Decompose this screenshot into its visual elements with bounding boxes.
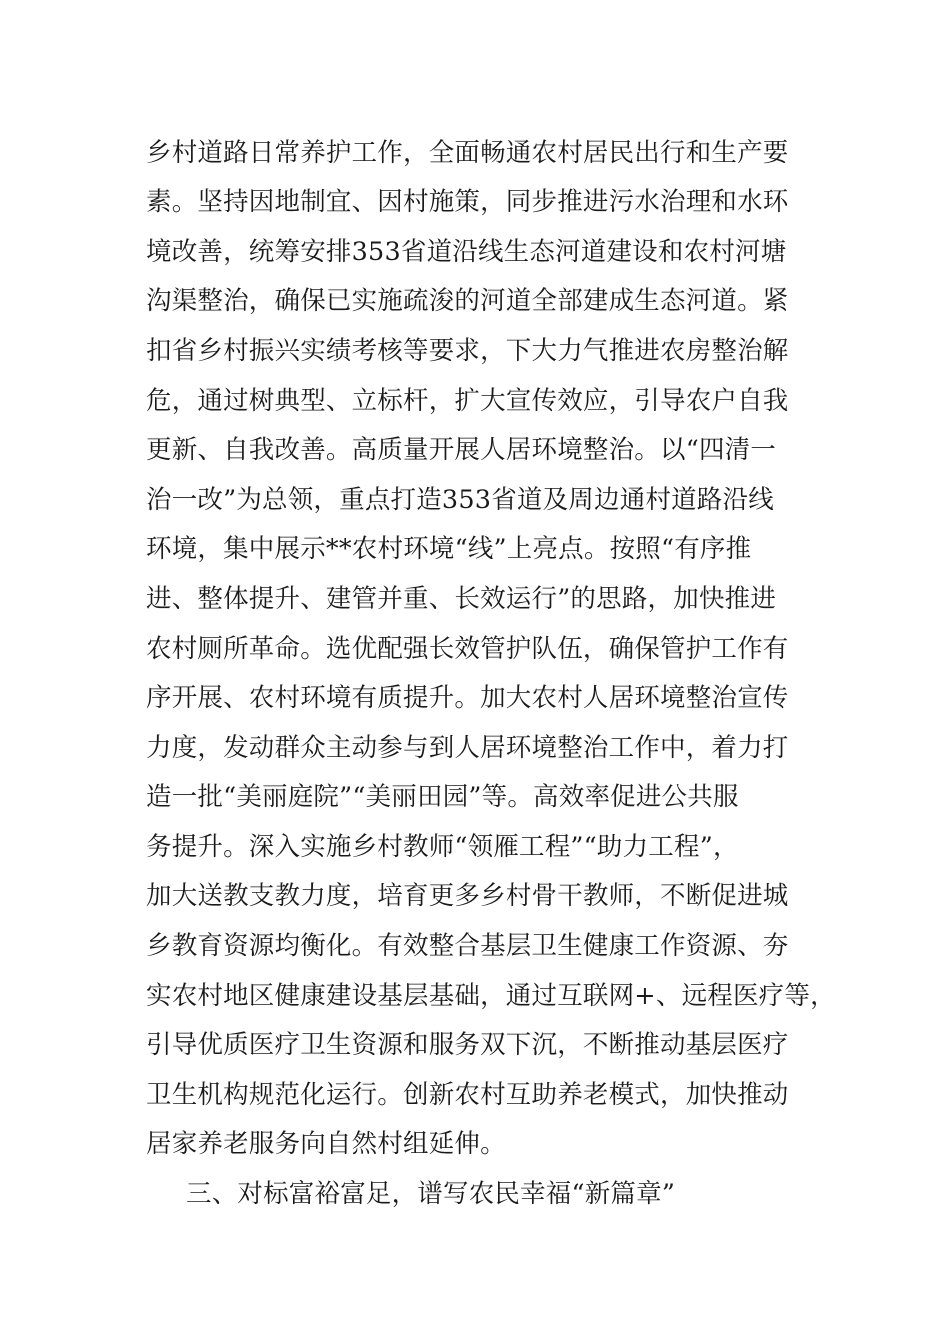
paragraph-line: 实农村地区健康建设基层基础，通过互联网+、远程医疗等， <box>146 981 836 1011</box>
paragraph-line: 进、整体提升、建管并重、长效运行”的思路，加快推进 <box>146 584 777 614</box>
paragraph-line: 乡村道路日常养护工作，全面畅通农村居民出行和生产要 <box>146 138 789 168</box>
paragraph-line: 境改善，统筹安排353省道沿线生态河道建设和农村河塘 <box>146 237 787 267</box>
section-heading: 三、对标富裕富足，谱写农民幸福“新篇章” <box>186 1179 676 1209</box>
paragraph-line: 更新、自我改善。高质量开展人居环境整治。以“四清一 <box>146 435 777 465</box>
paragraph-line: 沟渠整治，确保已实施疏浚的河道全部建成生态河道。紧 <box>146 286 789 316</box>
paragraph-line: 加大送教支教力度，培育更多乡村骨干教师，不断促进城 <box>146 881 789 911</box>
paragraph-line: 卫生机构规范化运行。创新农村互助养老模式，加快推动 <box>146 1080 789 1110</box>
paragraph-line: 引导优质医疗卫生资源和服务双下沉，不断推动基层医疗 <box>146 1030 789 1060</box>
paragraph-line: 力度，发动群众主动参与到人居环境整治工作中，着力打 <box>146 733 789 763</box>
paragraph-line: 素。坚持因地制宜、因村施策，同步推进污水治理和水环 <box>146 187 789 217</box>
paragraph-line: 居家养老服务向自然村组延伸。 <box>146 1129 506 1159</box>
paragraph-line: 乡教育资源均衡化。有效整合基层卫生健康工作资源、夯 <box>146 931 789 961</box>
paragraph-line: 扣省乡村振兴实绩考核等要求，下大力气推进农房整治解 <box>146 336 789 366</box>
paragraph-line: 危，通过树典型、立标杆，扩大宣传效应，引导农户自我 <box>146 386 789 416</box>
paragraph-line: 农村厕所革命。选优配强长效管护队伍，确保管护工作有 <box>146 634 789 664</box>
paragraph-line: 治一改”为总领，重点打造353省道及周边通村道路沿线 <box>146 485 774 515</box>
paragraph-line: 造一批“美丽庭院”“美丽田园”等。高效率促进公共服 <box>146 782 739 812</box>
paragraph-line: 务提升。深入实施乡村教师“领雁工程”“助力工程”， <box>146 832 739 862</box>
paragraph-line: 序开展、农村环境有质提升。加大农村人居环境整治宣传 <box>146 683 789 713</box>
paragraph-line: 环境，集中展示**农村环境“线”上亮点。按照“有序推 <box>146 534 752 564</box>
